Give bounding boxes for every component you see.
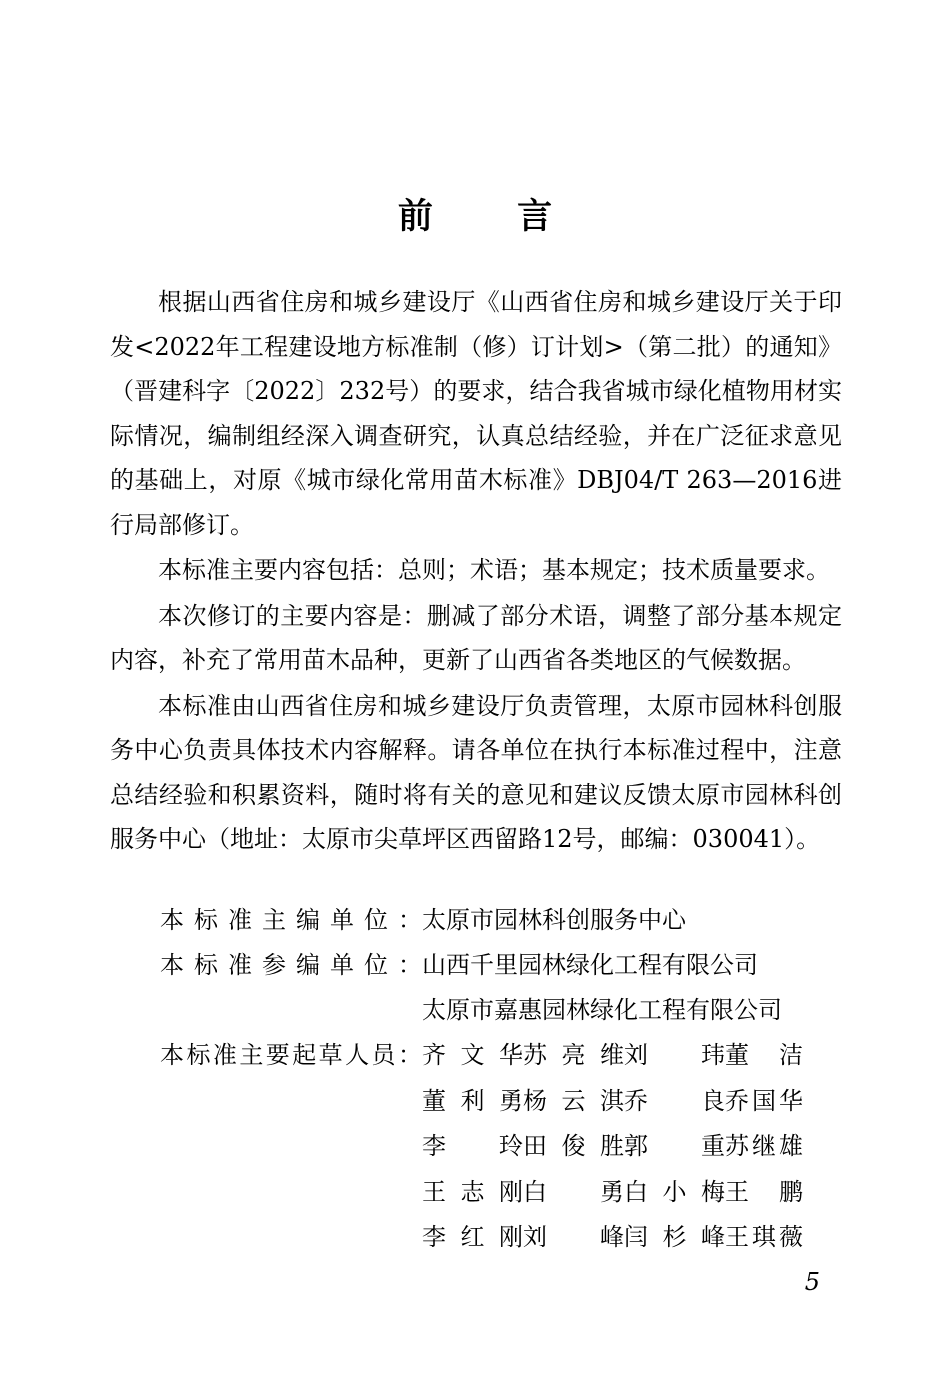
drafter-name: 李红刚 (422, 1223, 523, 1251)
drafter-name: 王志刚 (422, 1177, 523, 1206)
page-title: 前 言 (397, 196, 589, 237)
drafter-name: 白 勇 (523, 1177, 624, 1206)
preface-body (110, 280, 842, 863)
paragraph-revisions: 本次修订的主要内容是：删减了部分术语，调整了部分基本规定内容，补充了常用苗木品种，更新了山西省各类地区的气候数据。 (110, 601, 842, 674)
drafter-name: 杨云淇 (523, 1086, 624, 1115)
drafter-name: 白小梅 (624, 1177, 725, 1206)
drafter-name: 刘 玮 (624, 1041, 725, 1069)
drafter-name: 王 鹏 (725, 1177, 803, 1206)
drafters-row (160, 1033, 820, 1261)
page-number: 5 (804, 1268, 820, 1296)
drafter-name: 闫杉峰 (624, 1223, 725, 1251)
participant-unit: 山西千里园林绿化工程有限公司 (422, 951, 758, 979)
participants-row (160, 943, 820, 1033)
participant-unit: 太原市嘉惠园林绿化工程有限公司 (422, 996, 782, 1024)
drafter-name: 乔国华 (725, 1086, 803, 1115)
paragraph-management: 本标准由山西省住房和城乡建设厅负责管理，太原市园林科创服务中心负责具体技术内容解释。请各单位在执行本标准过程中，注意总结经验和积累资料，随时将有关的意见和建议反馈太原市园林科创服务中心（地址：太原市尖草坪区西留路12号，邮编：030041）。 (110, 691, 842, 853)
participants-label: 本标准参编单位： (160, 951, 422, 979)
drafter-name: 王琪薇 (725, 1223, 803, 1251)
drafter-name: 齐文华 (422, 1041, 523, 1069)
drafter-name: 郭 重 (624, 1132, 725, 1160)
drafter-name: 苏继雄 (725, 1132, 803, 1160)
drafter-name: 李 玲 (422, 1132, 523, 1160)
drafter-name: 田俊胜 (523, 1132, 624, 1160)
drafter-name: 苏亮维 (523, 1041, 624, 1069)
credits-section (160, 898, 820, 1261)
chief-editor-label: 本标准主编单位： (160, 906, 422, 934)
drafter-name: 乔 良 (624, 1086, 725, 1115)
chief-editor-unit: 太原市园林科创服务中心 (422, 906, 686, 934)
paragraph-contents: 本标准主要内容包括：总则；术语；基本规定；技术质量要求。 (158, 556, 830, 584)
paragraph-basis: 根据山西省住房和城乡建设厅《山西省住房和城乡建设厅关于印发<2022年工程建设地方标准制（修）订计划>（第二批）的通知》（晋建科字〔2022〕232号）的要求，结合我省城市绿化植物用材实际情况，编制组经深入调查研究，认真总结经验，并在广泛征求意见的基础上，对原《城市绿化常用苗木标准》DBJ04/T 263—2016进行局部修订。 (110, 288, 842, 539)
chief-editor-row (160, 898, 820, 943)
drafters-list (422, 1033, 820, 1261)
drafter-name: 刘 峰 (523, 1223, 624, 1251)
drafters-label: 本标准主要起草人员： (160, 1041, 422, 1069)
drafter-name: 董 洁 (725, 1041, 803, 1069)
drafter-name: 董利勇 (422, 1086, 523, 1115)
